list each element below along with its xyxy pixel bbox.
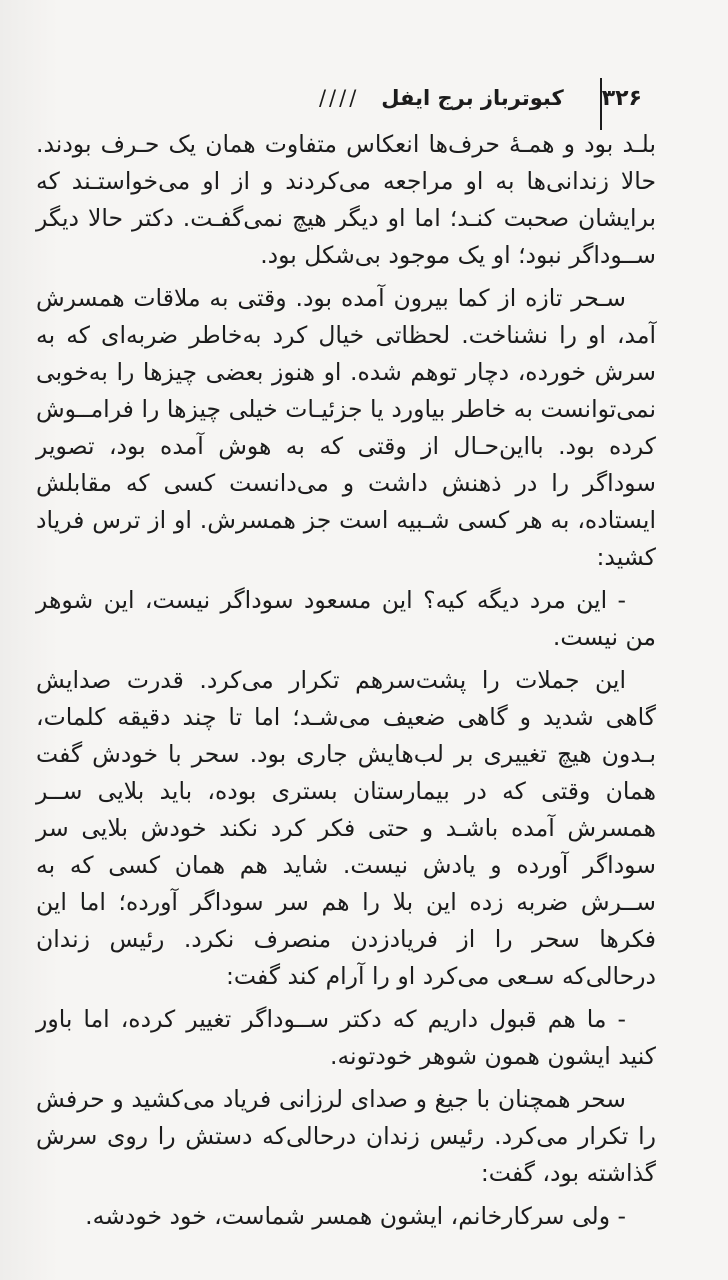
- page-number: ۳۲۶: [601, 85, 642, 111]
- header-divider: [600, 78, 602, 130]
- page-body: [36, 126, 656, 1241]
- dialogue-line: - ما هم قبول داریم که دکتر ســوداگر تغییر کرده، اما باور کنید ایشون همون شوهر خودتونه.: [36, 1005, 656, 1070]
- paragraph: این جملات را پشت‌سرهم تکرار می‌کرد. قدرت صدایش گاهی شدید و گاهی ضعیف می‌شـد؛ اما تا چند دقیقه کلمات، بـدون هیچ تغییری بر لب‌هایش جاری بود. سحر با خودش گفت همان وقتی که در بیمارستان بستری بوده، باید بلایی ســر همسرش آمده باشـد و حتی فکر کرد نکند خودش بلایی سر سوداگر آورده و یادش نیست. شاید هم همان کسی که به ســرش ضربه زده این بلا را هم سر سوداگر آورده؛ اما این فکرها سحر را از فریادزدن منصرف نکرد. رئیس زندان درحالی‌که سـعی می‌کرد او را آرام کند گفت:: [36, 666, 656, 990]
- dialogue-line: - این مرد دیگه کیه؟ این مسعود سوداگر نیست، این شوهر من نیست.: [36, 586, 656, 651]
- book-title: کبوترباز برج ایفل: [381, 86, 564, 110]
- paragraph: بلـد بود و همـهٔ حرف‌ها انعکاس متفاوت همان یک حـرف بودند. حالا زندانی‌ها به او مراجعه می‌کردند و از او می‌خواستـند که برایشان صحبت کنـد؛ اما او دیگر هیچ نمی‌گفـت. دکتر حالا دیگر ســوداگر نبود؛ او یک موجود بی‌شکل بود.: [36, 130, 656, 269]
- dialogue-line: - ولی سرکارخانم، ایشون همسر شماست، خود خودشه.: [85, 1202, 626, 1230]
- paragraph: سحر همچنان با جیغ و صدای لرزانی فریاد می‌کشید و حرفش را تکرار می‌کرد. رئیس زندان درحالی‌که دستش را روی سرش گذاشته بود، گفت:: [36, 1085, 656, 1187]
- header-ornament: ////: [318, 86, 360, 110]
- running-header: [319, 78, 642, 118]
- paragraph: سـحر تازه از کما بیرون آمده بود. وقتی به ملاقات همسرش آمد، او را نشناخت. لحظاتی خیال کرد به‌خاطر ضربه‌ای که به سرش خورده، دچار توهم شده. او هنوز بعضی چیزها را به‌خوبی نمی‌توانست به خاطر بیاورد یا جزئیـات خیلی چیزها را فرامــوش کرده بود. بااین‌حـال از وقتی که به هوش آمده بود، تصویر سوداگر را در ذهنش داشت و می‌دانست کسی که مقابلش ایستاده، به هر کسی شـبیه است جز همسرش. او از ترس فریاد کشید:: [36, 284, 656, 571]
